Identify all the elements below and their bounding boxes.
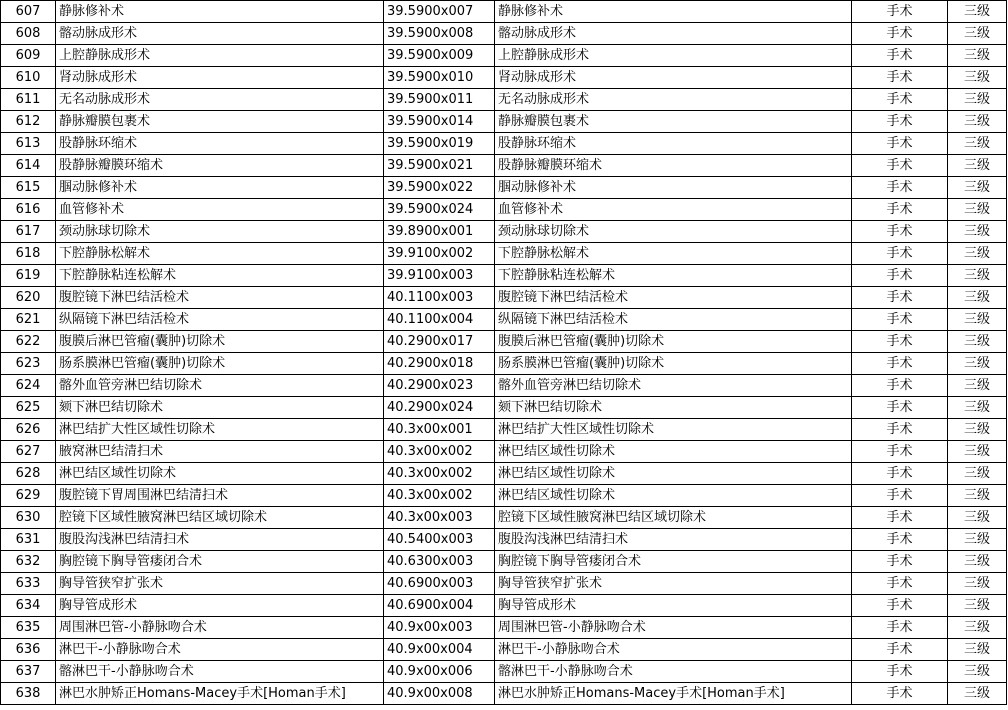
table-row <box>1 529 1007 551</box>
procedure-code-cell: 40.3x00x001 <box>384 419 495 441</box>
procedure-name-alt-cell: 腹膜后淋巴管瘤(囊肿)切除术 <box>495 331 852 353</box>
level-cell: 三级 <box>948 397 1007 419</box>
table-row <box>1 463 1007 485</box>
level-cell: 三级 <box>948 551 1007 573</box>
procedure-code-cell: 39.5900x007 <box>384 1 495 23</box>
category-cell: 手术 <box>852 1 948 23</box>
procedure-code-cell: 39.5900x014 <box>384 111 495 133</box>
procedure-name-alt-cell: 胸导管狭窄扩张术 <box>495 573 852 595</box>
level-cell: 三级 <box>948 67 1007 89</box>
category-cell: 手术 <box>852 111 948 133</box>
procedure-name-alt-cell: 胸腔镜下胸导管瘘闭合术 <box>495 551 852 573</box>
row-number-cell: 638 <box>1 683 56 705</box>
procedure-name-alt-cell: 淋巴结区域性切除术 <box>495 485 852 507</box>
category-cell: 手术 <box>852 243 948 265</box>
row-number-cell: 607 <box>1 1 56 23</box>
procedure-name-cell: 下腔静脉粘连松解术 <box>56 265 384 287</box>
procedure-code-cell: 40.9x00x004 <box>384 639 495 661</box>
category-cell: 手术 <box>852 595 948 617</box>
level-cell: 三级 <box>948 265 1007 287</box>
procedure-name-cell: 血管修补术 <box>56 199 384 221</box>
table-row <box>1 507 1007 529</box>
row-number-cell: 623 <box>1 353 56 375</box>
table-row <box>1 287 1007 309</box>
category-cell: 手术 <box>852 419 948 441</box>
procedure-code-cell: 40.1100x003 <box>384 287 495 309</box>
table-row <box>1 617 1007 639</box>
procedure-name-alt-cell: 腹股沟浅淋巴结清扫术 <box>495 529 852 551</box>
procedure-name-cell: 颈动脉球切除术 <box>56 221 384 243</box>
procedure-code-cell: 40.2900x024 <box>384 397 495 419</box>
procedure-name-alt-cell: 股静脉环缩术 <box>495 133 852 155</box>
procedure-name-cell: 淋巴干-小静脉吻合术 <box>56 639 384 661</box>
table-body <box>1 1 1007 705</box>
level-cell: 三级 <box>948 111 1007 133</box>
procedure-code-cell: 40.3x00x003 <box>384 507 495 529</box>
level-cell: 三级 <box>948 661 1007 683</box>
table-row <box>1 353 1007 375</box>
procedure-name-cell: 腹股沟浅淋巴结清扫术 <box>56 529 384 551</box>
procedure-name-cell: 胸导管狭窄扩张术 <box>56 573 384 595</box>
level-cell: 三级 <box>948 595 1007 617</box>
category-cell: 手术 <box>852 45 948 67</box>
procedure-code-cell: 40.6900x003 <box>384 573 495 595</box>
procedure-code-cell: 39.8900x001 <box>384 221 495 243</box>
level-cell: 三级 <box>948 89 1007 111</box>
table-row <box>1 419 1007 441</box>
procedure-name-alt-cell: 淋巴结扩大性区域性切除术 <box>495 419 852 441</box>
category-cell: 手术 <box>852 441 948 463</box>
procedure-name-alt-cell: 血管修补术 <box>495 199 852 221</box>
procedure-name-cell: 腘动脉修补术 <box>56 177 384 199</box>
procedure-name-cell: 腹腔镜下淋巴结活检术 <box>56 287 384 309</box>
category-cell: 手术 <box>852 397 948 419</box>
procedure-code-cell: 40.3x00x002 <box>384 485 495 507</box>
row-number-cell: 629 <box>1 485 56 507</box>
procedure-name-cell: 颏下淋巴结切除术 <box>56 397 384 419</box>
table-row <box>1 45 1007 67</box>
procedure-name-alt-cell: 颏下淋巴结切除术 <box>495 397 852 419</box>
procedure-name-cell: 胸腔镜下胸导管瘘闭合术 <box>56 551 384 573</box>
procedure-name-cell: 静脉瓣膜包裹术 <box>56 111 384 133</box>
procedure-code-cell: 39.5900x009 <box>384 45 495 67</box>
procedure-name-cell: 股静脉瓣膜环缩术 <box>56 155 384 177</box>
row-number-cell: 615 <box>1 177 56 199</box>
procedure-name-cell: 无名动脉成形术 <box>56 89 384 111</box>
table-row <box>1 375 1007 397</box>
procedure-name-alt-cell: 髂动脉成形术 <box>495 23 852 45</box>
category-cell: 手术 <box>852 23 948 45</box>
procedure-name-cell: 淋巴结区域性切除术 <box>56 463 384 485</box>
procedure-name-cell: 静脉修补术 <box>56 1 384 23</box>
table-row <box>1 551 1007 573</box>
level-cell: 三级 <box>948 529 1007 551</box>
table-row <box>1 661 1007 683</box>
procedure-code-cell: 40.9x00x006 <box>384 661 495 683</box>
table-row <box>1 485 1007 507</box>
procedure-code-cell: 39.9100x003 <box>384 265 495 287</box>
procedure-code-cell: 39.5900x008 <box>384 23 495 45</box>
row-number-cell: 620 <box>1 287 56 309</box>
procedure-name-cell: 髂动脉成形术 <box>56 23 384 45</box>
table-row <box>1 177 1007 199</box>
table-row <box>1 243 1007 265</box>
table-row <box>1 155 1007 177</box>
table-row <box>1 639 1007 661</box>
procedure-name-alt-cell: 胸导管成形术 <box>495 595 852 617</box>
procedure-name-cell: 腋窝淋巴结清扫术 <box>56 441 384 463</box>
procedure-code-cell: 40.9x00x003 <box>384 617 495 639</box>
level-cell: 三级 <box>948 353 1007 375</box>
category-cell: 手术 <box>852 133 948 155</box>
row-number-cell: 627 <box>1 441 56 463</box>
category-cell: 手术 <box>852 265 948 287</box>
level-cell: 三级 <box>948 243 1007 265</box>
level-cell: 三级 <box>948 45 1007 67</box>
level-cell: 三级 <box>948 683 1007 705</box>
row-number-cell: 626 <box>1 419 56 441</box>
category-cell: 手术 <box>852 573 948 595</box>
level-cell: 三级 <box>948 573 1007 595</box>
row-number-cell: 625 <box>1 397 56 419</box>
row-number-cell: 617 <box>1 221 56 243</box>
procedure-code-cell: 40.5400x003 <box>384 529 495 551</box>
level-cell: 三级 <box>948 133 1007 155</box>
procedure-name-cell: 淋巴结扩大性区域性切除术 <box>56 419 384 441</box>
procedure-name-alt-cell: 股静脉瓣膜环缩术 <box>495 155 852 177</box>
procedure-name-alt-cell: 肠系膜淋巴管瘤(囊肿)切除术 <box>495 353 852 375</box>
table-row <box>1 595 1007 617</box>
category-cell: 手术 <box>852 309 948 331</box>
row-number-cell: 637 <box>1 661 56 683</box>
level-cell: 三级 <box>948 199 1007 221</box>
procedure-code-cell: 40.3x00x002 <box>384 463 495 485</box>
category-cell: 手术 <box>852 177 948 199</box>
procedure-code-cell: 40.2900x017 <box>384 331 495 353</box>
procedure-name-cell: 髂外血管旁淋巴结切除术 <box>56 375 384 397</box>
table-row <box>1 199 1007 221</box>
procedure-name-alt-cell: 周围淋巴管-小静脉吻合术 <box>495 617 852 639</box>
category-cell: 手术 <box>852 463 948 485</box>
procedure-name-cell: 肠系膜淋巴管瘤(囊肿)切除术 <box>56 353 384 375</box>
procedure-name-cell: 胸导管成形术 <box>56 595 384 617</box>
table-row <box>1 133 1007 155</box>
procedure-code-cell: 40.9x00x008 <box>384 683 495 705</box>
category-cell: 手术 <box>852 89 948 111</box>
procedure-name-alt-cell: 淋巴结区域性切除术 <box>495 463 852 485</box>
procedure-name-cell: 腹膜后淋巴管瘤(囊肿)切除术 <box>56 331 384 353</box>
level-cell: 三级 <box>948 309 1007 331</box>
table-row <box>1 683 1007 705</box>
procedure-name-cell: 下腔静脉松解术 <box>56 243 384 265</box>
table-row <box>1 1 1007 23</box>
level-cell: 三级 <box>948 1 1007 23</box>
row-number-cell: 632 <box>1 551 56 573</box>
category-cell: 手术 <box>852 639 948 661</box>
procedure-name-cell: 纵隔镜下淋巴结活检术 <box>56 309 384 331</box>
procedure-code-cell: 39.5900x019 <box>384 133 495 155</box>
procedure-name-cell: 周围淋巴管-小静脉吻合术 <box>56 617 384 639</box>
procedure-name-alt-cell: 上腔静脉成形术 <box>495 45 852 67</box>
row-number-cell: 634 <box>1 595 56 617</box>
table-row <box>1 23 1007 45</box>
row-number-cell: 622 <box>1 331 56 353</box>
row-number-cell: 633 <box>1 573 56 595</box>
level-cell: 三级 <box>948 639 1007 661</box>
table-row <box>1 441 1007 463</box>
category-cell: 手术 <box>852 67 948 89</box>
row-number-cell: 621 <box>1 309 56 331</box>
category-cell: 手术 <box>852 551 948 573</box>
category-cell: 手术 <box>852 661 948 683</box>
procedure-name-alt-cell: 肾动脉成形术 <box>495 67 852 89</box>
procedure-code-cell: 40.6300x003 <box>384 551 495 573</box>
level-cell: 三级 <box>948 177 1007 199</box>
row-number-cell: 608 <box>1 23 56 45</box>
row-number-cell: 636 <box>1 639 56 661</box>
category-cell: 手术 <box>852 155 948 177</box>
category-cell: 手术 <box>852 375 948 397</box>
category-cell: 手术 <box>852 507 948 529</box>
row-number-cell: 612 <box>1 111 56 133</box>
table-row <box>1 309 1007 331</box>
row-number-cell: 610 <box>1 67 56 89</box>
procedure-code-cell: 40.1100x004 <box>384 309 495 331</box>
procedure-code-cell: 39.9100x002 <box>384 243 495 265</box>
level-cell: 三级 <box>948 221 1007 243</box>
row-number-cell: 614 <box>1 155 56 177</box>
row-number-cell: 609 <box>1 45 56 67</box>
procedure-name-cell: 淋巴水肿矫正Homans-Macey手术[Homan手术] <box>56 683 384 705</box>
row-number-cell: 618 <box>1 243 56 265</box>
row-number-cell: 624 <box>1 375 56 397</box>
procedure-code-cell: 39.5900x021 <box>384 155 495 177</box>
table-row <box>1 67 1007 89</box>
procedure-code-cell: 39.5900x024 <box>384 199 495 221</box>
level-cell: 三级 <box>948 617 1007 639</box>
category-cell: 手术 <box>852 353 948 375</box>
procedure-name-alt-cell: 下腔静脉粘连松解术 <box>495 265 852 287</box>
level-cell: 三级 <box>948 287 1007 309</box>
procedure-name-alt-cell: 纵隔镜下淋巴结活检术 <box>495 309 852 331</box>
level-cell: 三级 <box>948 155 1007 177</box>
table-row <box>1 397 1007 419</box>
level-cell: 三级 <box>948 507 1007 529</box>
procedure-name-alt-cell: 腘动脉修补术 <box>495 177 852 199</box>
procedure-name-alt-cell: 淋巴水肿矫正Homans-Macey手术[Homan手术] <box>495 683 852 705</box>
procedure-name-cell: 腹腔镜下胃周围淋巴结清扫术 <box>56 485 384 507</box>
level-cell: 三级 <box>948 485 1007 507</box>
category-cell: 手术 <box>852 287 948 309</box>
procedure-name-cell: 髂淋巴干-小静脉吻合术 <box>56 661 384 683</box>
table-row <box>1 89 1007 111</box>
row-number-cell: 630 <box>1 507 56 529</box>
level-cell: 三级 <box>948 23 1007 45</box>
level-cell: 三级 <box>948 375 1007 397</box>
level-cell: 三级 <box>948 463 1007 485</box>
procedure-name-cell: 股静脉环缩术 <box>56 133 384 155</box>
procedure-name-cell: 上腔静脉成形术 <box>56 45 384 67</box>
row-number-cell: 628 <box>1 463 56 485</box>
category-cell: 手术 <box>852 331 948 353</box>
row-number-cell: 635 <box>1 617 56 639</box>
procedure-code-cell: 39.5900x010 <box>384 67 495 89</box>
level-cell: 三级 <box>948 419 1007 441</box>
procedure-name-alt-cell: 髂外血管旁淋巴结切除术 <box>495 375 852 397</box>
procedure-name-alt-cell: 静脉瓣膜包裹术 <box>495 111 852 133</box>
procedure-code-cell: 39.5900x022 <box>384 177 495 199</box>
level-cell: 三级 <box>948 441 1007 463</box>
procedure-name-alt-cell: 腔镜下区域性腋窝淋巴结区域切除术 <box>495 507 852 529</box>
procedure-code-cell: 40.3x00x002 <box>384 441 495 463</box>
procedure-code-cell: 40.6900x004 <box>384 595 495 617</box>
category-cell: 手术 <box>852 485 948 507</box>
procedure-name-alt-cell: 腹腔镜下淋巴结活检术 <box>495 287 852 309</box>
table-row <box>1 221 1007 243</box>
row-number-cell: 631 <box>1 529 56 551</box>
procedure-name-cell: 腔镜下区域性腋窝淋巴结区域切除术 <box>56 507 384 529</box>
procedure-code-cell: 39.5900x011 <box>384 89 495 111</box>
category-cell: 手术 <box>852 221 948 243</box>
row-number-cell: 613 <box>1 133 56 155</box>
category-cell: 手术 <box>852 529 948 551</box>
procedure-name-alt-cell: 淋巴结区域性切除术 <box>495 441 852 463</box>
procedure-name-alt-cell: 淋巴干-小静脉吻合术 <box>495 639 852 661</box>
table-row <box>1 265 1007 287</box>
table-row <box>1 331 1007 353</box>
procedure-name-alt-cell: 静脉修补术 <box>495 1 852 23</box>
procedure-name-alt-cell: 下腔静脉松解术 <box>495 243 852 265</box>
category-cell: 手术 <box>852 617 948 639</box>
row-number-cell: 619 <box>1 265 56 287</box>
table-row <box>1 573 1007 595</box>
category-cell: 手术 <box>852 199 948 221</box>
procedure-code-cell: 40.2900x018 <box>384 353 495 375</box>
level-cell: 三级 <box>948 331 1007 353</box>
procedure-name-cell: 肾动脉成形术 <box>56 67 384 89</box>
procedure-code-cell: 40.2900x023 <box>384 375 495 397</box>
row-number-cell: 611 <box>1 89 56 111</box>
row-number-cell: 616 <box>1 199 56 221</box>
table-row <box>1 111 1007 133</box>
category-cell: 手术 <box>852 683 948 705</box>
procedure-name-alt-cell: 无名动脉成形术 <box>495 89 852 111</box>
procedure-name-alt-cell: 颈动脉球切除术 <box>495 221 852 243</box>
procedure-name-alt-cell: 髂淋巴干-小静脉吻合术 <box>495 661 852 683</box>
